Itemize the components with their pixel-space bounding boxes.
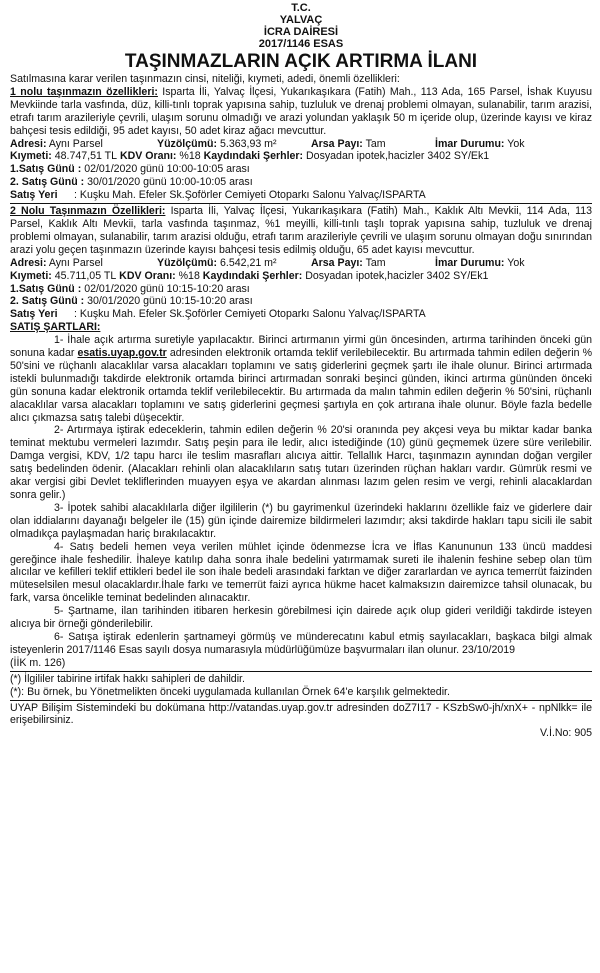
sale-1-label: 1.Satış Günü : bbox=[10, 282, 82, 295]
zoning-value: Yok bbox=[507, 137, 525, 150]
header-office: İCRA DAİRESİ bbox=[263, 26, 339, 38]
zoning-label: İmar Durumu: bbox=[435, 137, 505, 150]
value-label: Kıymeti: bbox=[10, 150, 52, 163]
sale-2-value: 30/01/2020 günü 10:00-10:05 arası bbox=[87, 176, 253, 189]
area-label: Yüzölçümü: bbox=[157, 256, 218, 269]
announcement-page bbox=[10, 2, 592, 740]
note-2: (*): Bu örnek, bu Yönetmelikten önceki uygulamada kullanılan Örnek 64'e karşılık gelmektedir. bbox=[10, 685, 450, 698]
kdv-label: KDV Oranı: bbox=[119, 269, 176, 282]
sale-place-label: Satış Yeri bbox=[10, 189, 58, 202]
sale-1-value: 02/01/2020 günü 10:00-10:05 arası bbox=[84, 163, 250, 176]
property-1-sale-1 bbox=[10, 163, 592, 176]
address-value: Aynı Parsel bbox=[48, 137, 103, 150]
uyap-footer: UYAP Bilişim Sistemindeki bu dokümana http://vatandas.uyap.gov.tr adresinden doZ7I17 - KSzbSw0-jh/xnX+ - npNlkk= ile erişebilirsiniz. bbox=[10, 701, 592, 727]
share-label: Arsa Payı: bbox=[311, 137, 363, 150]
address-label: Adresi: bbox=[10, 137, 47, 150]
property-2-details-row bbox=[10, 257, 592, 270]
property-2-heading: 2 Nolu Taşınmazın Özellikleri: bbox=[10, 205, 166, 218]
zoning-label: İmar Durumu: bbox=[435, 256, 505, 269]
kdv-value: %18 bbox=[179, 150, 201, 163]
terms-paragraph-4: 4- Satış bedeli hemen veya verilen mühlet içinde ödenmezse İcra ve İflas Kanununun 133 üncü maddesi gereğince ihale feshedilir. İhaleye katılıp daha sonra ihale bedelini yatırmamak sureti ile ihalenin feshine sebep olan tüm alıcılar ve kefilleri teklif ettikleri bedel ile son ihale bedeli arasındaki farktan ve diğer zararlardan ve ayrıca temerrüt faizinden müteselsilen mesul olacaklardır.İhale farkı ve temerrüt faizi ayrıca hükme hacet kalmaksızın dairemizce tahsil olunacak, bu fark, varsa öncelikle teminat bedelinden alınacaktır. bbox=[10, 540, 592, 605]
share-value: Tam bbox=[365, 137, 386, 150]
divider bbox=[10, 671, 592, 672]
property-2-description bbox=[10, 205, 592, 257]
terms-heading: SATIŞ ŞARTLARI: bbox=[10, 321, 101, 334]
sale-1-value: 02/01/2020 günü 10:15-10:20 arası bbox=[84, 282, 250, 295]
liens-value: Dosyadan ipotek,hacizler 3402 SY/Ek1 bbox=[306, 150, 490, 163]
property-1-text: Isparta İli, Yalvaç İlçesi, Yukarıkaşıkara (Fatih) Mah., 113 Ada, 165 Parsel, İshak Kuyusu Mevkiinde tarla vasfında, düz, killi-tınlı toprak yapısına sahip, tuzluluk ve drenaj problemi olmayan, sulanabilir, tarım arazisi, etrafı tarım arazileriyle çevrili, ulaşım sorunu olmadığı ve arazi yolundan yaklaşık 50 m içeride olup, üzerinde kayısı ve kiraz bahçesi tesis edildiği, 95 adet kayısı, 50 adet kiraz ağacı mevcuttur. bbox=[10, 85, 592, 137]
sale-2-value: 30/01/2020 günü 10:15-10:20 arası bbox=[87, 295, 253, 308]
sale-place-value: : Kuşku Mah. Efeler Sk.Şoförler Cemiyeti Otoparkı Salonu Yalvaç/ISPARTA bbox=[74, 189, 426, 202]
zoning-value: Yok bbox=[507, 256, 525, 269]
area-value: 6.542,21 m² bbox=[219, 256, 277, 269]
terms-paragraph-6: 6- Satışa iştirak edenlerin şartnameyi görmüş ve münderecatını kabul etmiş sayılacakları, başkaca bilgi almak isteyenlerin 2017/1146 Esas sayılı dosya numarasıyla müdürlüğümüze başvurmaları ilan olunur. 23/10/2019 bbox=[10, 630, 592, 656]
address-label: Adresi: bbox=[10, 256, 47, 269]
header-town: YALVAÇ bbox=[279, 14, 323, 26]
property-2-sale-place bbox=[10, 308, 592, 321]
property-1-details-row bbox=[10, 138, 592, 151]
share-label: Arsa Payı: bbox=[311, 256, 363, 269]
value-label: Kıymeti: bbox=[10, 269, 52, 282]
area-value: 5.363,93 m² bbox=[219, 137, 277, 150]
liens-value: Dosyadan ipotek,hacizler 3402 SY/Ek1 bbox=[305, 269, 489, 282]
header-case-no: 2017/1146 ESAS bbox=[258, 38, 344, 50]
divider bbox=[10, 203, 592, 204]
property-2-sale-2 bbox=[10, 295, 592, 308]
law-reference: (İİK m. 126) bbox=[10, 656, 66, 669]
sale-place-label: Satış Yeri bbox=[10, 308, 58, 321]
property-1-value-row bbox=[10, 150, 592, 163]
area-label: Yüzölçümü: bbox=[157, 137, 218, 150]
property-1-description bbox=[10, 86, 592, 138]
property-2-sale-1 bbox=[10, 283, 592, 296]
property-1-sale-place bbox=[10, 189, 592, 202]
sale-2-label: 2. Satış Günü : bbox=[10, 176, 85, 189]
liens-label: Kaydındaki Şerhler: bbox=[203, 150, 304, 163]
value-value: 48.747,51 TL bbox=[54, 150, 117, 163]
property-1-heading: 1 nolu taşınmazın özellikleri: bbox=[10, 85, 158, 98]
sale-2-label: 2. Satış Günü : bbox=[10, 295, 85, 308]
value-value: 45.711,05 TL bbox=[54, 269, 117, 282]
esatis-link[interactable]: esatis.uyap.gov.tr bbox=[77, 347, 167, 360]
terms-p1-end: adresinden elektronik ortamda teklif verilebilecektir. Bu artırmada tahmin edilen değerin % 50'sini ve rüçhanlı alacaklılar varsa alacakları toplamını ve satış giderlerini geçmek şartı ile ihale olunur. Birinci artırmada istekli bulunmadığı takdirde elektronik ortamda birinci artırmadan sonraki beşinci günden, ikinci artırma gününden önceki gün sonuna kadar elektronik ortamda teklif verilebilecektir. Bu artırmada da malın tahmin edilen değerin % 50'sini, rüçhanlı alacaklılar varsa alacakları toplamını ve satış giderlerini geçmesi şartıyla en çok artırana ihale olunur. Böyle fazla bedelle alıcı çıkmazsa satış talebi düşecektir. bbox=[10, 347, 592, 424]
note-1: (*) İlgililer tabirine irtifak hakkı sahipleri de dahildir. bbox=[10, 672, 245, 685]
terms-p1-start: 1- İhale açık artırma suretiyle yapılacaktır. Birinci artırmanın yirmi gün öncesinden, artırma tarihinden önceki gün sonuna kadar bbox=[10, 334, 592, 360]
vi-number: V.İ.No: 905 bbox=[539, 727, 592, 740]
divider bbox=[10, 700, 592, 701]
header-tc: T.C. bbox=[291, 2, 311, 14]
property-2-value-row bbox=[10, 270, 592, 283]
property-1-sale-2 bbox=[10, 176, 592, 189]
sale-place-value: : Kuşku Mah. Efeler Sk.Şoförler Cemiyeti Otoparkı Salonu Yalvaç/ISPARTA bbox=[74, 308, 426, 321]
terms-paragraph-3: 3- İpotek sahibi alacaklılarla diğer ilgililerin (*) bu gayrimenkul üzerindeki haklarını özellikle faiz ve giderlere dair olan iddialarını dayanağı belgeler ile (15) gün içinde dairemize bildirmeleri lazımdır; aksi takdirde hakları tapu sicili ile sabit olmadıkça paylaşmadan hariç bırakılacaktır. bbox=[10, 501, 592, 540]
sale-1-label: 1.Satış Günü : bbox=[10, 163, 82, 176]
kdv-value: %18 bbox=[178, 269, 200, 282]
intro-text: Satılmasına karar verilen taşınmazın cinsi, niteliği, kıymeti, adedi, önemli özellikleri: bbox=[10, 73, 400, 85]
address-value: Aynı Parsel bbox=[48, 256, 103, 269]
share-value: Tam bbox=[365, 256, 386, 269]
property-2-text: Isparta İli, Yalvaç İlçesi, Yukarıkaşıkara (Fatih) Mah., Kaklık Altı Mevkii, 114 Ada, 113 Parsel, Kaklık Altı Mevkii, tarla vasfında taşınmaz, %1 meyilli, killi-tınlı taşlı toprak yapısına sahip, tuzluluk ve drenaj problemi olmayan, sulanabilir, tarım arazisi olduğu, etrafı tarım arazileriyle çevrili ve ulaşım sorunu olmayan doğu sınırından arazi yolu geçen taşınmazın üzerinde kayısı bahçesi tesis edilmiş olduğu, 65 adet kayısı mevcuttur. bbox=[10, 205, 592, 256]
terms-paragraph-1 bbox=[10, 334, 592, 424]
terms-paragraph-5: 5- Şartname, ilan tarihinden itibaren herkesin görebilmesi için dairede açık olup gideri verildiği takdirde isteyen alıcıya bir örneği gönderilebilir. bbox=[10, 605, 592, 631]
liens-label: Kaydındaki Şerhler: bbox=[202, 269, 303, 282]
page-title: TAŞINMAZLARIN AÇIK ARTIRMA İLANI bbox=[124, 51, 478, 72]
terms-paragraph-2: 2- Artırmaya iştirak edeceklerin, tahmin edilen değerin % 20'si oranında pey akçesi veya bu miktar kadar banka teminat mektubu vermeleri lazımdır. Satış peşin para ile ledir, alıcı istediğinde (10) günü geçmemek üzere süre verilebilir. Damga vergisi, KDV, 1/2 tapu harcı ile teslim masrafları alıcıya aittir. Tellallık Harcı, taşınmazın aynından doğan vergiler satış bedelinden ödenir. (Alacakları rehinli olan alacaklıların satış tutarı üzerinden rüçhan hakları vardır. Gümrük resmi ve akar vergisi gibi Devlet tekliflerinden muayyen eşya ve akardan alınması lazım gelen resim ve vergi, rehinli alacaklardan sonra gelir.) bbox=[10, 424, 592, 501]
kdv-label: KDV Oranı: bbox=[119, 150, 177, 163]
